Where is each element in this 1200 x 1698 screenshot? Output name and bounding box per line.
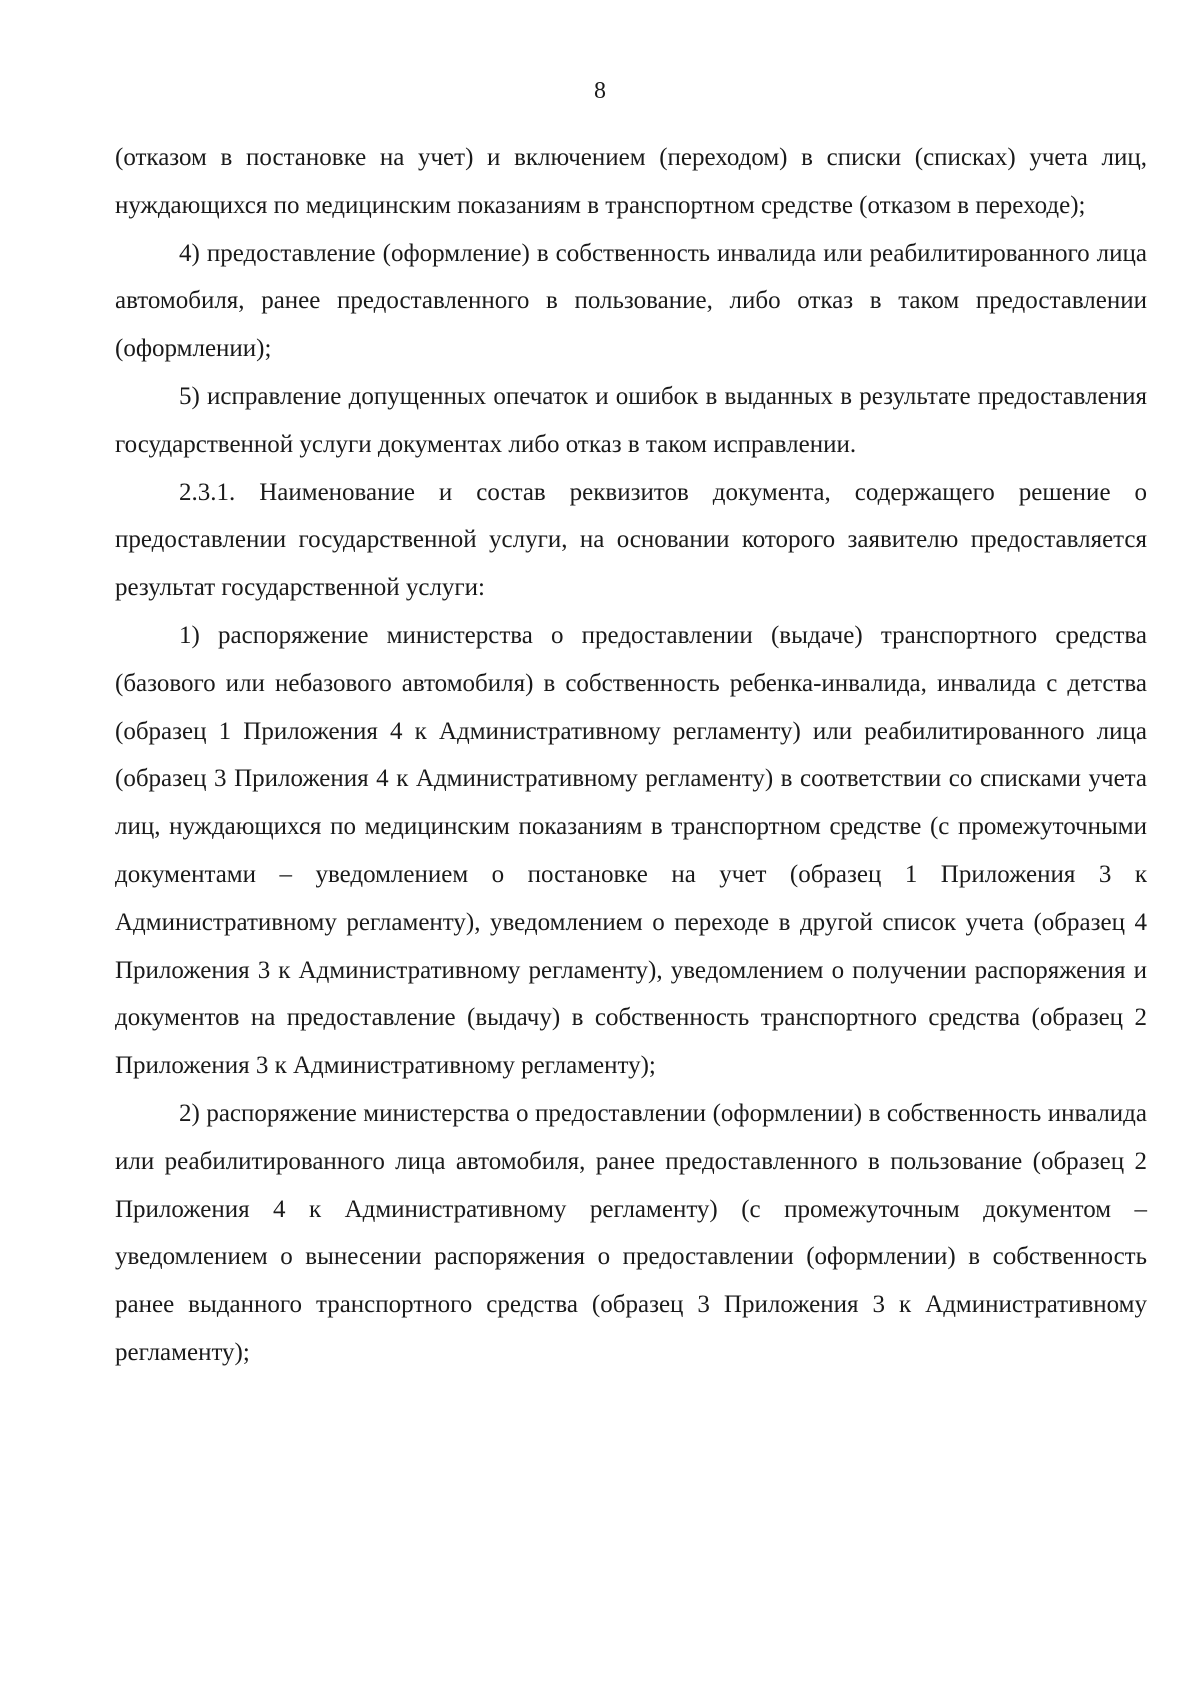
page-number: 8 [594,78,606,104]
document-body [115,134,1147,1377]
paragraph-item-5: 5) исправление допущенных опечаток и ошибок в выданных в результате предоставления государственной услуги документах либо отказ в таком исправлении. [115,382,1147,458]
paragraph-list-item-1: 1) распоряжение министерства о предоставлении (выдаче) транспортного средства (базового или небазового автомобиля) в собственность ребенка-инвалида, инвалида с детства (образец 1 Приложения 4 к Административному регламенту) или реабилитированного лица (образец 3 Приложения 4 к Административному регламенту) в соответствии со списками учета лиц, нуждающихся по медицинским показаниям в транспортном средстве (с промежуточными документами – уведомлением о постановке на учет (образец 1 Приложения 3 к Административному регламенту), уведомлением о переходе в другой список учета (образец 4 Приложения 3 к Административному регламенту), уведомлением о получении распоряжения и документов на предоставление (выдачу) в собственность транспортного средства (образец 2 Приложения 3 к Административному регламенту); [115,621,1147,1080]
paragraph-item-4: 4) предоставление (оформление) в собственность инвалида или реабилитированного лица автомобиля, ранее предоставленного в пользование, либо отказ в таком предоставлении (оформлении); [115,239,1147,363]
paragraph-list-item-2: 2) распоряжение министерства о предоставлении (оформлении) в собственность инвалида или реабилитированного лица автомобиля, ранее предоставленного в пользование (образец 2 Приложения 4 к Административному регламенту) (с промежуточным документом – уведомлением о вынесении распоряжения о предоставлении (оформлении) в собственность ранее выданного транспортного средства (образец 3 Приложения 3 к Административному регламенту); [115,1099,1147,1366]
paragraph-section-2-3-1: 2.3.1. Наименование и состав реквизитов документа, содержащего решение о предоставлении государственной услуги, на основании которого заявителю предоставляется результат государственной услуги: [115,478,1147,602]
paragraph-continuation: (отказом в постановке на учет) и включением (переходом) в списки (списках) учета лиц, нуждающихся по медицинским показаниям в транспортном средстве (отказом в переходе); [115,144,1147,219]
